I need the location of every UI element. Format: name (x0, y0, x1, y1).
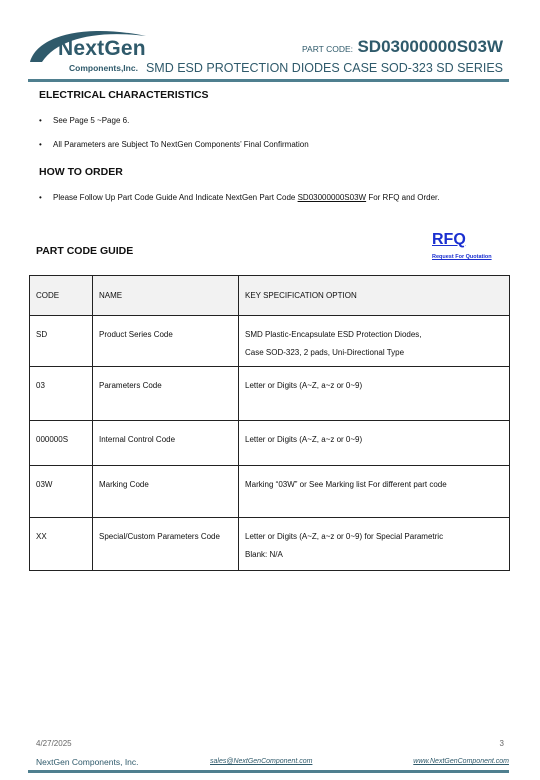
bullet-text: See Page 5 ~Page 6. (53, 116, 130, 125)
part-code-value: SD03000000S03W (357, 37, 503, 56)
cell-spec (239, 367, 510, 421)
footer-email-link[interactable]: sales@NextGenComponent.com (210, 758, 313, 765)
cell-code: SD (30, 316, 93, 367)
footer-divider (28, 770, 509, 773)
cell-code: 03 (30, 367, 93, 421)
table-header-row (30, 276, 510, 316)
spec-line: Letter or Digits (A~Z, a~z or 0~9) (245, 435, 363, 444)
spec-line: Case SOD-323, 2 pads, Uni-Directional Type (245, 348, 405, 357)
table-row (30, 518, 510, 571)
cell-spec (239, 421, 510, 466)
cell-name: Parameters Code (93, 367, 239, 421)
part-code-table (29, 275, 510, 571)
footer-website-link[interactable]: www.NextGenComponent.com (413, 758, 509, 765)
table-row (30, 316, 510, 367)
cell-code: 03W (30, 466, 93, 518)
column-header: NAME (93, 276, 239, 316)
order-part-code: SD03000000S03W (297, 193, 367, 202)
cell-name: Product Series Code (93, 316, 239, 367)
order-text-suffix: For RFQ and Order. (368, 193, 440, 202)
cell-name: Special/Custom Parameters Code (93, 518, 239, 571)
rfq-sublink[interactable]: Request For Quotation (432, 254, 492, 260)
spec-line: Letter or Digits (A~Z, a~z or 0~9) (245, 381, 363, 390)
cell-spec (239, 518, 510, 571)
footer-company: NextGen Components, Inc. (36, 757, 139, 767)
header-divider (28, 79, 509, 82)
part-code-label: PART CODE: (301, 44, 353, 54)
list-item: • See Page 5 ~Page 6. (39, 116, 130, 125)
footer-date: 4/27/2025 (36, 739, 72, 748)
order-text-prefix: Please Follow Up Part Code Guide And Indicate NextGen Part Code (53, 193, 296, 202)
logo-name: NextGen (58, 37, 146, 60)
table-row (30, 466, 510, 518)
spec-line: Blank: N/A (245, 550, 283, 559)
column-header: CODE (30, 276, 93, 316)
cell-spec (239, 316, 510, 367)
part-code-guide-heading: PART CODE GUIDE (36, 245, 134, 257)
bullet-text: All Parameters are Subject To NextGen Components’ Final Confirmation (53, 140, 309, 149)
logo-subtitle: Components,Inc. (69, 63, 138, 73)
series-title: SMD ESD PROTECTION DIODES CASE SOD-323 SD SERIES (145, 61, 503, 75)
list-item: • Please Follow Up Part Code Guide And Indicate NextGen Part Code SD03000000S03W For RFQ and Order. (39, 193, 440, 202)
electrical-heading: ELECTRICAL CHARACTERISTICS (39, 89, 209, 101)
cell-spec (239, 466, 510, 518)
list-item: • All Parameters are Subject To NextGen Components’ Final Confirmation (39, 140, 309, 149)
order-heading: HOW TO ORDER (39, 166, 123, 178)
cell-name: Internal Control Code (93, 421, 239, 466)
column-header: KEY SPECIFICATION OPTION (239, 276, 510, 316)
page-number: 3 (499, 739, 504, 748)
part-code-heading (302, 37, 503, 57)
cell-name: Marking Code (93, 466, 239, 518)
cell-code: 000000S (30, 421, 93, 466)
cell-code: XX (30, 518, 93, 571)
spec-line: Marking “03W” or See Marking list For different part code (245, 480, 447, 489)
table-row (30, 367, 510, 421)
spec-line: SMD Plastic-Encapsulate ESD Protection Diodes, (245, 330, 422, 339)
rfq-link[interactable]: RFQ (432, 231, 466, 248)
table-row (30, 421, 510, 466)
spec-line: Letter or Digits (A~Z, a~z or 0~9) for Special Parametric (245, 532, 444, 541)
